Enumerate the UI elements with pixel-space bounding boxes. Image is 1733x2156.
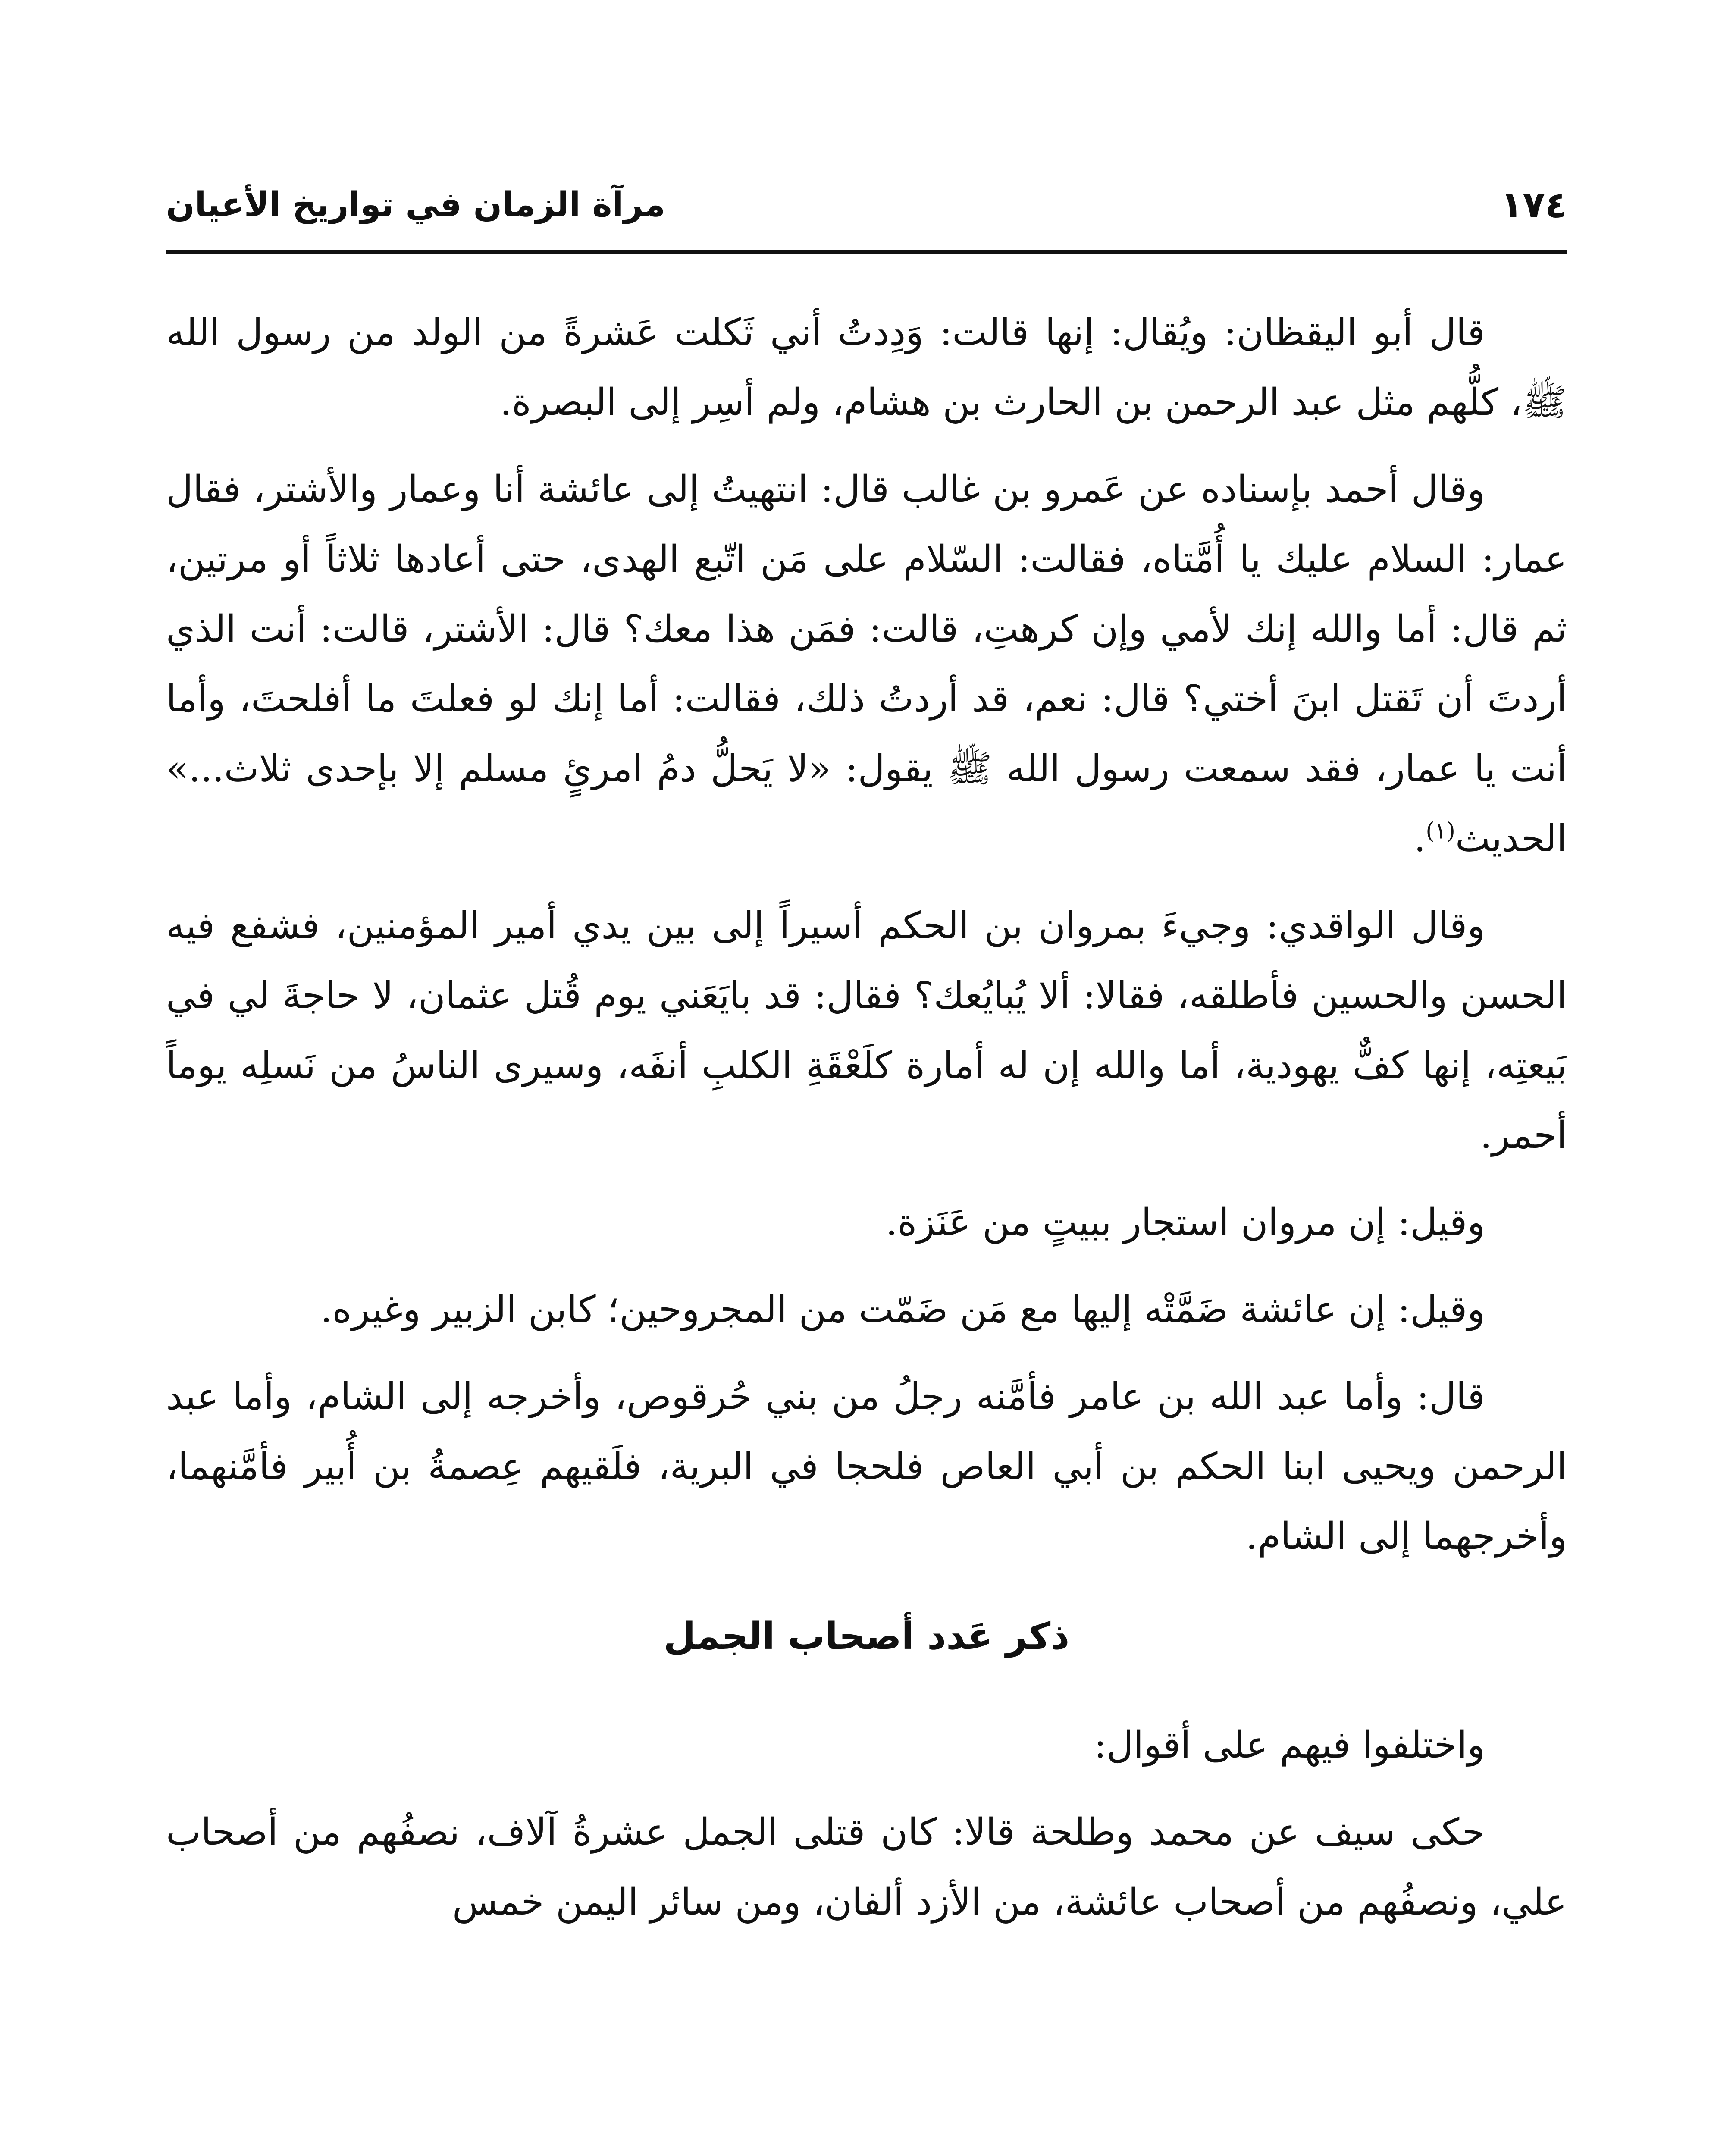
paragraph: قال أبو اليقظان: ويُقال: إنها قالت: وَدِدتُ أني ثَكلت عَشرةً من الولد من رسول الله ﷺ، كلُّهم مثل عبد الرحمن بن الحارث بن هشام، ولم أسِر إلى البصرة. (166, 311, 1567, 424)
paragraph-text: وقال أحمد بإسناده عن عَمرو بن غالب قال: انتهيتُ إلى عائشة أنا وعمار والأشتر، فقال عمار: السلام عليك يا أُمَّتاه، فقالت: السّلام على مَن اتّبع الهدى، حتى أعادها ثلاثاً أو مرتين، ثم قال: أما والله إنك لأمي وإن كرهتِ، قالت: فمَن هذا معك؟ قال: الأشتر، قالت: أنت الذي أردتَ أن تَقتل ابنَ أختي؟ قال: نعم، قد أردتُ ذلك، فقالت: أما إنك لو فعلتَ ما أفلحتَ، وأما أنت يا عمار، فقد سمعت رسول الله ﷺ يقول: «لا يَحلُّ دمُ امرئٍ مسلم إلا بإحدى ثلاث...» الحديث (166, 468, 1567, 860)
running-title: مرآة الزمان في تواريخ الأعيان (166, 185, 666, 224)
main-text (166, 298, 1567, 1954)
paragraph: وقيل: إن مروان استجار ببيتٍ من عَنَزة. (886, 1201, 1485, 1244)
section-heading: ذكر عَدد أصحاب الجمل (663, 1615, 1070, 1658)
paragraph: حكى سيف عن محمد وطلحة قالا: كان قتلى الجمل عشرةُ آلاف، نصفُهم من أصحاب علي، ونصفُهم من أصحاب عائشة، من الأزد ألفان، ومن سائر اليمن خمس (166, 1811, 1567, 1924)
footnote-reference: (١) (1426, 818, 1455, 844)
paragraph-with-footnote (166, 454, 1567, 874)
page-number: ١٧٤ (1501, 184, 1567, 226)
paragraph: وقيل: إن عائشة ضَمَّتْه إليها مع مَن ضَمّت من المجروحين؛ كابن الزبير وغيره. (320, 1288, 1485, 1331)
page-header (166, 172, 1567, 237)
paragraph-period: . (1413, 817, 1426, 860)
paragraph: قال: وأما عبد الله بن عامر فأمَّنه رجلُ من بني حُرقوص، وأخرجه إلى الشام، وأما عبد الرحمن ويحيى ابنا الحكم بن أبي العاص فلحجا في البرية، فلَقيهم عِصمةُ بن أُبير فأمَّنهما، وأخرجهما إلى الشام. (166, 1375, 1567, 1558)
paragraph: وقال الواقدي: وجيءَ بمروان بن الحكم أسيراً إلى بين يدي أمير المؤمنين، فشفع فيه الحسن والحسين فأطلقه، فقالا: ألا يُبايُعك؟ فقال: قد بايَعَني يوم قُتل عثمان، لا حاجةَ لي في بَيعتِه، إنها كفٌّ يهودية، أما والله إن له أمارة كلَعْقَةِ الكلبِ أنفَه، وسيرى الناسُ من نَسلِه يوماً أحمر. (166, 904, 1567, 1157)
paragraph: واختلفوا فيهم على أقوال: (1094, 1724, 1485, 1767)
header-divider (166, 250, 1567, 254)
